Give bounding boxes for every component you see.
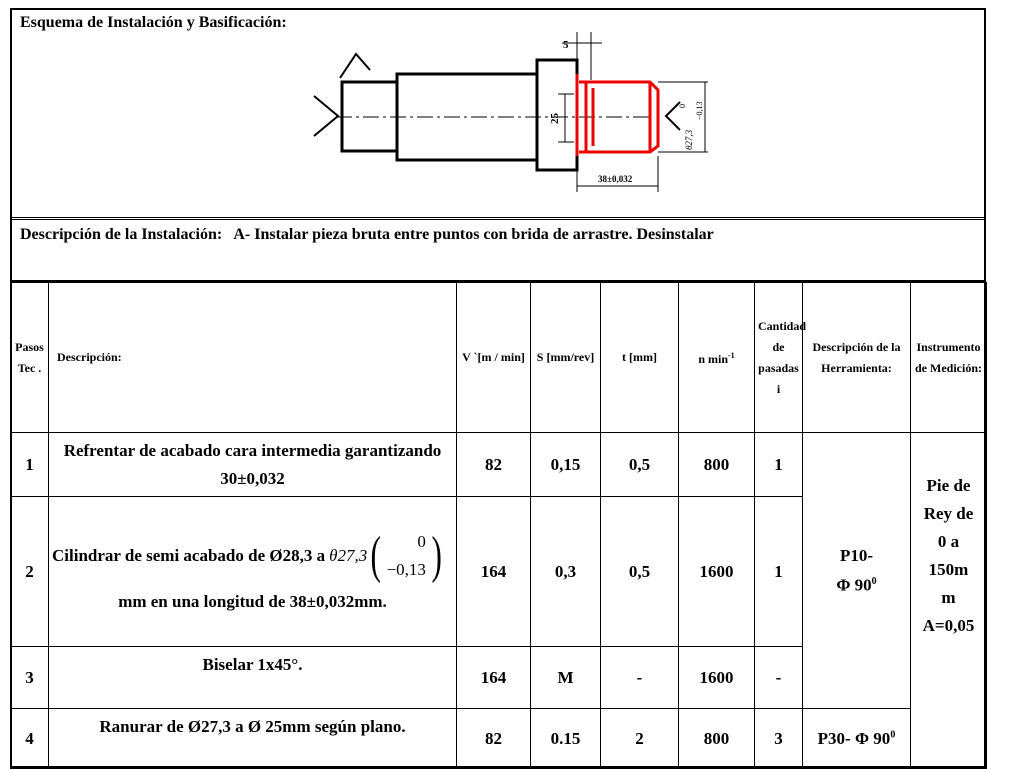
part-drawing xyxy=(308,22,708,198)
hdr-t: t [mm] xyxy=(601,283,679,433)
header-row xyxy=(11,283,987,433)
dim-tol-upper: 0 xyxy=(678,104,687,108)
dim-diameter: θ27,3 xyxy=(684,129,694,150)
table-row xyxy=(11,433,987,497)
row-desc: Cilindrar de semi acabado de Ø28,3 a θ27,3 ( 0 −0,13 ) mm en una longitud de 38±0,032mm. xyxy=(49,497,457,647)
hdr-pasos: Pasos Tec . xyxy=(11,283,49,433)
dim-tol-lower: −0,13 xyxy=(695,101,704,120)
row-desc: Ranurar de Ø27,3 a Ø 25mm según plano. xyxy=(49,709,457,769)
machined-section xyxy=(577,74,658,156)
table-row xyxy=(11,709,987,769)
hdr-descripcion: Descripción: xyxy=(49,283,457,433)
hdr-v: V `[m / min] xyxy=(457,283,531,433)
hdr-s: S [mm/rev] xyxy=(531,283,601,433)
row-paso: 4 xyxy=(11,709,49,769)
installation-description xyxy=(10,220,986,282)
row-s: 0,3 xyxy=(531,497,601,647)
tolerance-matrix: θ27,3 ( 0 −0,13 ) xyxy=(329,526,442,584)
row-v: 164 xyxy=(457,497,531,647)
instrument-cell: Pie de Rey de 0 a 150m m A=0,05 xyxy=(911,433,987,769)
row-i: 1 xyxy=(755,433,803,497)
hdr-cantidad: Cantidad de pasadas i xyxy=(755,283,803,433)
tool-line1: P10- xyxy=(839,545,874,565)
row-herr: P30- Φ $90^0$ xyxy=(803,709,911,769)
row-t: 0,5 xyxy=(601,433,679,497)
dim-38: 38±0,032 xyxy=(598,174,633,184)
row-t: 2 xyxy=(601,709,679,769)
row-paso: 2 xyxy=(11,497,49,647)
row-n: 1600 xyxy=(679,647,755,709)
tool-line2: Φ $90^0$ xyxy=(836,575,877,595)
dim-5: 5 xyxy=(563,39,569,51)
row-i: 1 xyxy=(755,497,803,647)
row-s: 0,15 xyxy=(531,433,601,497)
operations-table xyxy=(10,282,987,769)
row-i: 3 xyxy=(755,709,803,769)
schema-title: Esquema de Instalación y Basificación: xyxy=(20,14,287,31)
row-n: 800 xyxy=(679,709,755,769)
hdr-instrumento: Instrumento de Medición: xyxy=(911,283,987,433)
hdr-herramienta: Descripción de la Herramienta: xyxy=(803,283,911,433)
row-paso: 1 xyxy=(11,433,49,497)
row-t: 0,5 xyxy=(601,497,679,647)
hdr-n: n $\min^{-1}$ xyxy=(679,283,755,433)
row-i: - xyxy=(755,647,803,709)
row-desc: Refrentar de acabado cara intermedia garantizando 30±0,032 xyxy=(49,433,457,497)
row-n: 1600 xyxy=(679,497,755,647)
row-v: 82 xyxy=(457,433,531,497)
row-n: 800 xyxy=(679,433,755,497)
row-paso: 3 xyxy=(11,647,49,709)
row-desc: Biselar 1x45°. xyxy=(49,647,457,709)
row-s: M xyxy=(531,647,601,709)
dim-25: 25 xyxy=(549,113,561,124)
row-v: 82 xyxy=(457,709,531,769)
row-v: 164 xyxy=(457,647,531,709)
installation-label: Descripción de la Instalación: xyxy=(20,226,223,243)
row-t: - xyxy=(601,647,679,709)
tool-group xyxy=(803,433,911,709)
installation-text: A- Instalar pieza bruta entre puntos con brida de arrastre. Desinstalar xyxy=(233,226,714,243)
row-s: 0.15 xyxy=(531,709,601,769)
